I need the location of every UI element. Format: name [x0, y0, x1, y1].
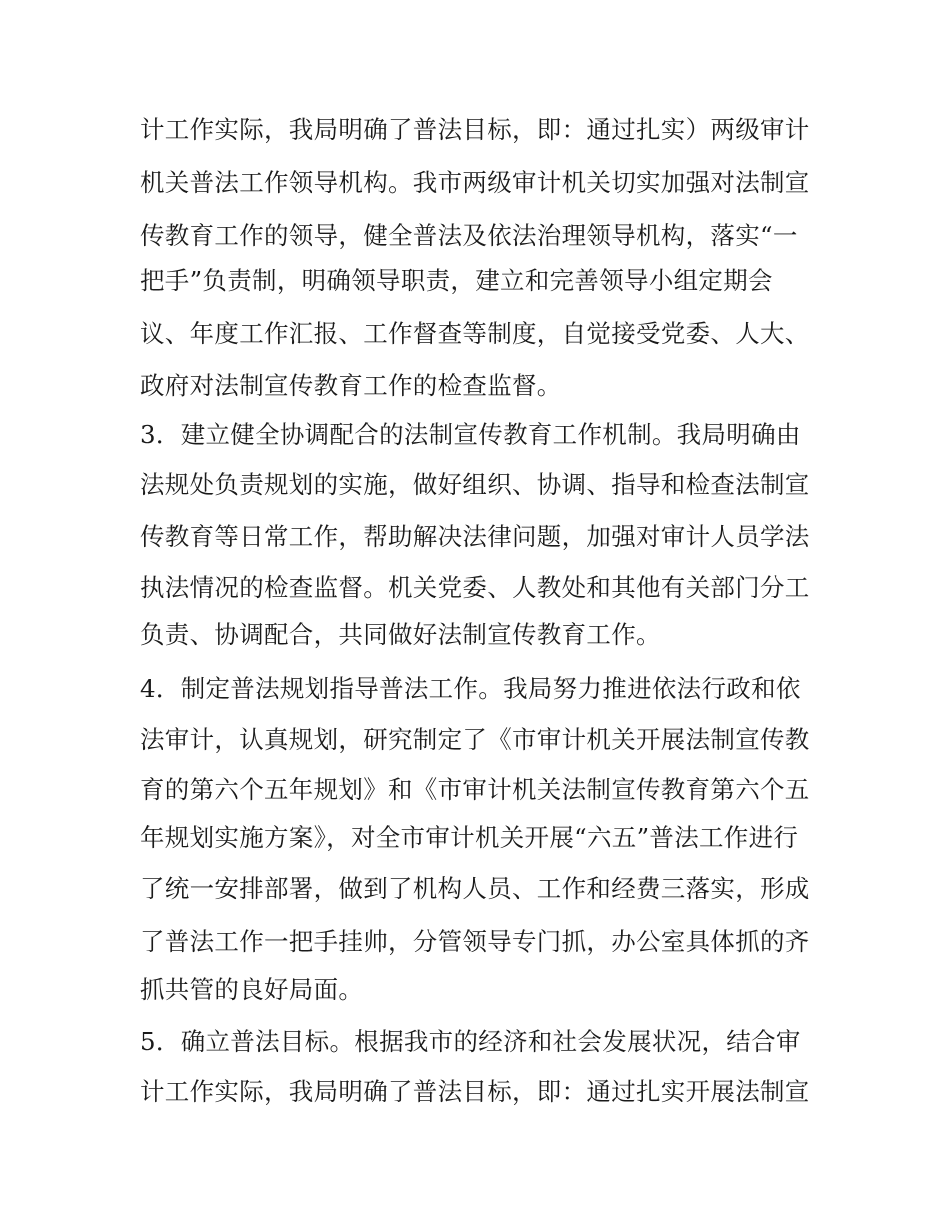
text-line: 把手”负责制，明确领导职责，建立和完善领导小组定期会	[140, 266, 773, 295]
text-line: 政府对法制宣传教育工作的检查监督。	[140, 371, 562, 400]
text-line: 年规划实施方案》，对全市审计机关开展“六五”普法工作进行	[140, 823, 799, 852]
text-line: 机关普法工作领导机构。我市两级审计机关切实加强对法制宣	[140, 168, 810, 197]
text-line: 计工作实际，我局明确了普法目标，即：通过扎实）两级审计	[140, 115, 810, 144]
text-line: 育的第六个五年规划》和《市审计机关法制宣传教育第六个五	[140, 775, 810, 804]
text-line: 负责、协调配合，共同做好法制宣传教育工作。	[140, 620, 661, 649]
text-line: 了普法工作一把手挂帅，分管领导专门抓，办公室具体抓的齐	[140, 927, 810, 956]
text-line: 执法情况的检查监督。机关党委、人教处和其他有关部门分工	[140, 573, 810, 602]
text-line: 法规处负责规划的实施，做好组织、协调、指导和检查法制宣	[140, 470, 810, 499]
text-line: 计工作实际，我局明确了普法目标，即：通过扎实开展法制宣	[140, 1077, 810, 1106]
text-line: 3．建立健全协调配合的法制宣传教育工作机制。我局明确由	[140, 420, 801, 449]
text-line: 法审计，认真规划，研究制定了《市审计机关开展法制宣传教	[140, 725, 810, 754]
text-line: 4．制定普法规划指导普法工作。我局努力推进依法行政和依	[140, 674, 801, 703]
text-line: 传教育工作的领导，健全普法及依法治理领导机构，落实“一	[140, 221, 798, 250]
text-line: 了统一安排部署，做到了机构人员、工作和经费三落实，形成	[140, 874, 810, 903]
text-line: 5．确立普法目标。根据我市的经济和社会发展状况，结合审	[140, 1027, 801, 1056]
text-line: 抓共管的良好局面。	[140, 975, 364, 1004]
text-line: 传教育等日常工作，帮助解决法律问题，加强对审计人员学法	[140, 522, 810, 551]
text-line: 议、年度工作汇报、工作督查等制度，自觉接受党委、人大、	[140, 319, 810, 348]
